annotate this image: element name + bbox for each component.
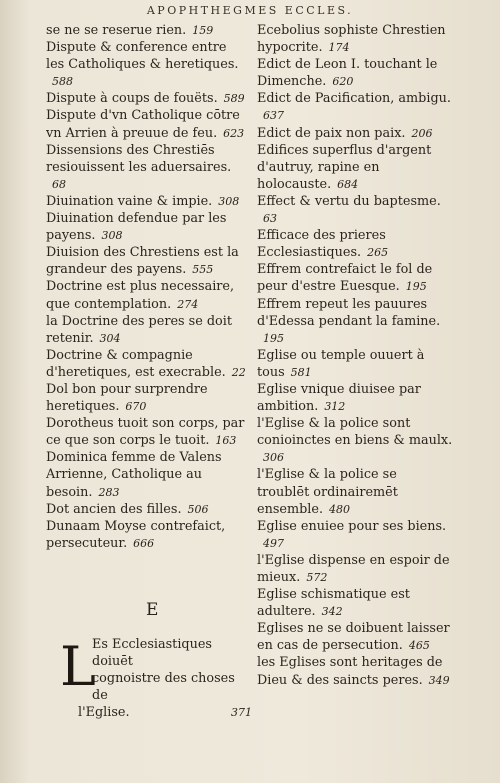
right-index-entry: [257, 22, 453, 56]
page-reference: 195: [405, 280, 427, 294]
e-paragraph-line-text: l'Eglise.: [78, 705, 130, 720]
page-reference: 308: [101, 229, 123, 243]
page-reference: 589: [223, 92, 245, 106]
entry-text: Eglise enuiee pour ses biens.: [257, 518, 447, 534]
right-index-entry: [257, 381, 453, 415]
left-index-entry: [46, 90, 246, 107]
page-reference: 22: [231, 365, 246, 379]
right-index-entry: [257, 347, 453, 381]
e-paragraph-line: cognoistre des choses de: [92, 671, 235, 703]
e-paragraph-line: [78, 704, 252, 721]
page-reference: 349: [428, 673, 450, 687]
entry-text: Eglises ne se doibuent laisser en cas de persecution.: [257, 621, 450, 654]
page-reference: 371: [231, 706, 252, 719]
e-section-paragraph: [78, 636, 252, 721]
right-index-entry: [257, 142, 453, 193]
right-index-entry: [257, 518, 453, 552]
left-index-entry: [46, 381, 246, 415]
entry-text: Effrem contrefaict le fol de peur d'estre Euesque.: [257, 262, 433, 295]
right-index-entry: [257, 261, 453, 295]
entry-text: l'Eglise & la police sont conioinctes en biens & maulx.: [257, 416, 453, 449]
page-reference: 497: [263, 536, 284, 550]
page-reference: 684: [337, 177, 359, 191]
page-reference: 274: [177, 297, 199, 311]
right-column: [257, 22, 453, 689]
entry-text: Diuision des Chrestiens est la grandeur des payens.: [46, 245, 239, 278]
right-index-entry: [257, 552, 453, 586]
page-reference: 159: [192, 24, 214, 37]
entry-text: Dispute & conference entre les Catholiques & heretiques.: [46, 40, 239, 73]
page-reference: 670: [125, 400, 147, 414]
right-index-entry: [257, 125, 453, 142]
right-index-entry: [257, 56, 453, 90]
page-reference: 68: [52, 177, 66, 191]
left-index-entry: [46, 501, 246, 518]
left-index-entry: [46, 313, 246, 347]
page-reference: 480: [329, 502, 351, 516]
page-reference: 265: [367, 246, 389, 260]
page-reference: 588: [52, 75, 73, 89]
left-index-entry: [46, 210, 246, 244]
entry-text: la Doctrine des peres se doit retenir.: [46, 313, 232, 346]
entry-text: Edict de Leon I. touchant le Dimenche.: [257, 57, 438, 90]
left-column: [46, 22, 246, 552]
page-reference: 304: [99, 331, 121, 345]
right-index-entry: [257, 193, 453, 227]
page-reference: 572: [306, 571, 328, 584]
entry-text: Dol bon pour surprendre heretiques.: [46, 381, 208, 415]
page-reference: 306: [263, 451, 284, 465]
running-header: APOPHTHEGMES ECCLES.: [146, 4, 354, 17]
entry-text: Edict de paix non paix.: [257, 125, 406, 141]
page-reference: 623: [223, 126, 245, 140]
entry-text: les Eglises sont heritages de Dieu & des saincts peres.: [257, 655, 443, 688]
entry-text: Doctrine est plus necessaire, que contemplation.: [46, 279, 235, 312]
page-reference: 308: [218, 194, 240, 208]
right-index-entry: [257, 296, 453, 347]
page-reference: 163: [215, 434, 237, 448]
entry-text: Eglise vnique diuisee par ambition.: [257, 381, 421, 415]
drop-cap: L: [60, 635, 96, 698]
entry-text: Dot ancien des filles.: [46, 501, 182, 517]
left-index-entry: [46, 22, 246, 39]
left-index-entry: [46, 449, 246, 500]
entry-text: Eglise ou temple ouuert à tous: [257, 347, 425, 380]
entry-text: Dorotheus tuoit son corps, par ce que son corps le tuoit.: [46, 416, 245, 449]
entry-text: Edict de Pacification, ambigu.: [257, 91, 451, 107]
page-reference: 555: [192, 263, 214, 277]
entry-text: Dissensions des Chrestiēs resiouissent les aduersaires.: [46, 142, 232, 175]
right-index-entry: [257, 227, 453, 261]
page-reference: 283: [98, 485, 120, 499]
page-reference: 620: [332, 75, 354, 89]
entry-text: Dunaam Moyse contrefaict, persecuteur.: [46, 518, 226, 551]
entry-text: Efficace des prieres Ecclesiastiques.: [257, 228, 386, 261]
left-index-entry: [46, 415, 246, 449]
right-index-entry: [257, 415, 453, 466]
page-reference: 342: [321, 605, 343, 619]
entry-text: Dispute d'vn Catholique cōtre vn Arrien à preuue de feu.: [46, 108, 240, 141]
page-reference: 666: [133, 536, 155, 550]
entry-text: Doctrine & compagnie d'heretiques, est execrable.: [46, 347, 226, 380]
entry-text: Effrem repeut les pauures d'Edessa pendant la famine.: [257, 296, 441, 329]
entry-text: Edifices superflus d'argent d'autruy, rapine en holocauste.: [257, 142, 432, 192]
left-index-entry: [46, 39, 246, 90]
page-reference: 195: [263, 331, 284, 345]
entry-text: Dispute à coups de fouëts.: [46, 91, 218, 107]
e-paragraph-line: Es Ecclesiastiques doiuēt: [92, 637, 212, 669]
entry-text: Diuination vaine & impie.: [46, 193, 213, 209]
section-letter: E: [146, 600, 160, 620]
entry-text: Dominica femme de Valens Arrienne, Catholique au besoin.: [46, 450, 222, 500]
right-index-entry: [257, 466, 453, 517]
page-reference: 637: [263, 109, 284, 123]
entry-text: Ecebolius sophiste Chrestien hypocrite.: [257, 23, 446, 56]
entry-text: Diuination defendue par les payens.: [46, 211, 227, 244]
entry-text: Effect & vertu du baptesme.: [257, 193, 441, 209]
left-index-entry: [46, 244, 246, 278]
entry-text: se ne se reserue rien.: [46, 23, 187, 38]
right-index-entry: [257, 620, 453, 654]
page-reference: 174: [328, 41, 350, 55]
entry-text: l'Eglise & la police se troublēt ordinairemēt ensemble.: [257, 467, 398, 517]
left-index-entry: [46, 142, 246, 193]
left-index-entry: [46, 193, 246, 210]
right-index-entry: [257, 90, 453, 124]
page-reference: 465: [408, 639, 430, 653]
left-index-entry: [46, 347, 246, 381]
page-reference: 206: [411, 126, 433, 140]
left-index-entry: [46, 278, 246, 312]
page-reference: 581: [290, 365, 312, 379]
page-reference: 63: [263, 212, 277, 226]
left-index-entry: [46, 107, 246, 141]
left-index-entry: [46, 518, 246, 552]
right-index-entry: [257, 654, 453, 688]
entry-text: Eglise schismatique est adultere.: [257, 587, 410, 620]
right-index-entry: [257, 586, 453, 620]
entry-text: l'Eglise dispense en espoir de mieux.: [257, 552, 450, 585]
page-reference: 506: [187, 502, 209, 516]
page-reference: 312: [324, 400, 346, 414]
